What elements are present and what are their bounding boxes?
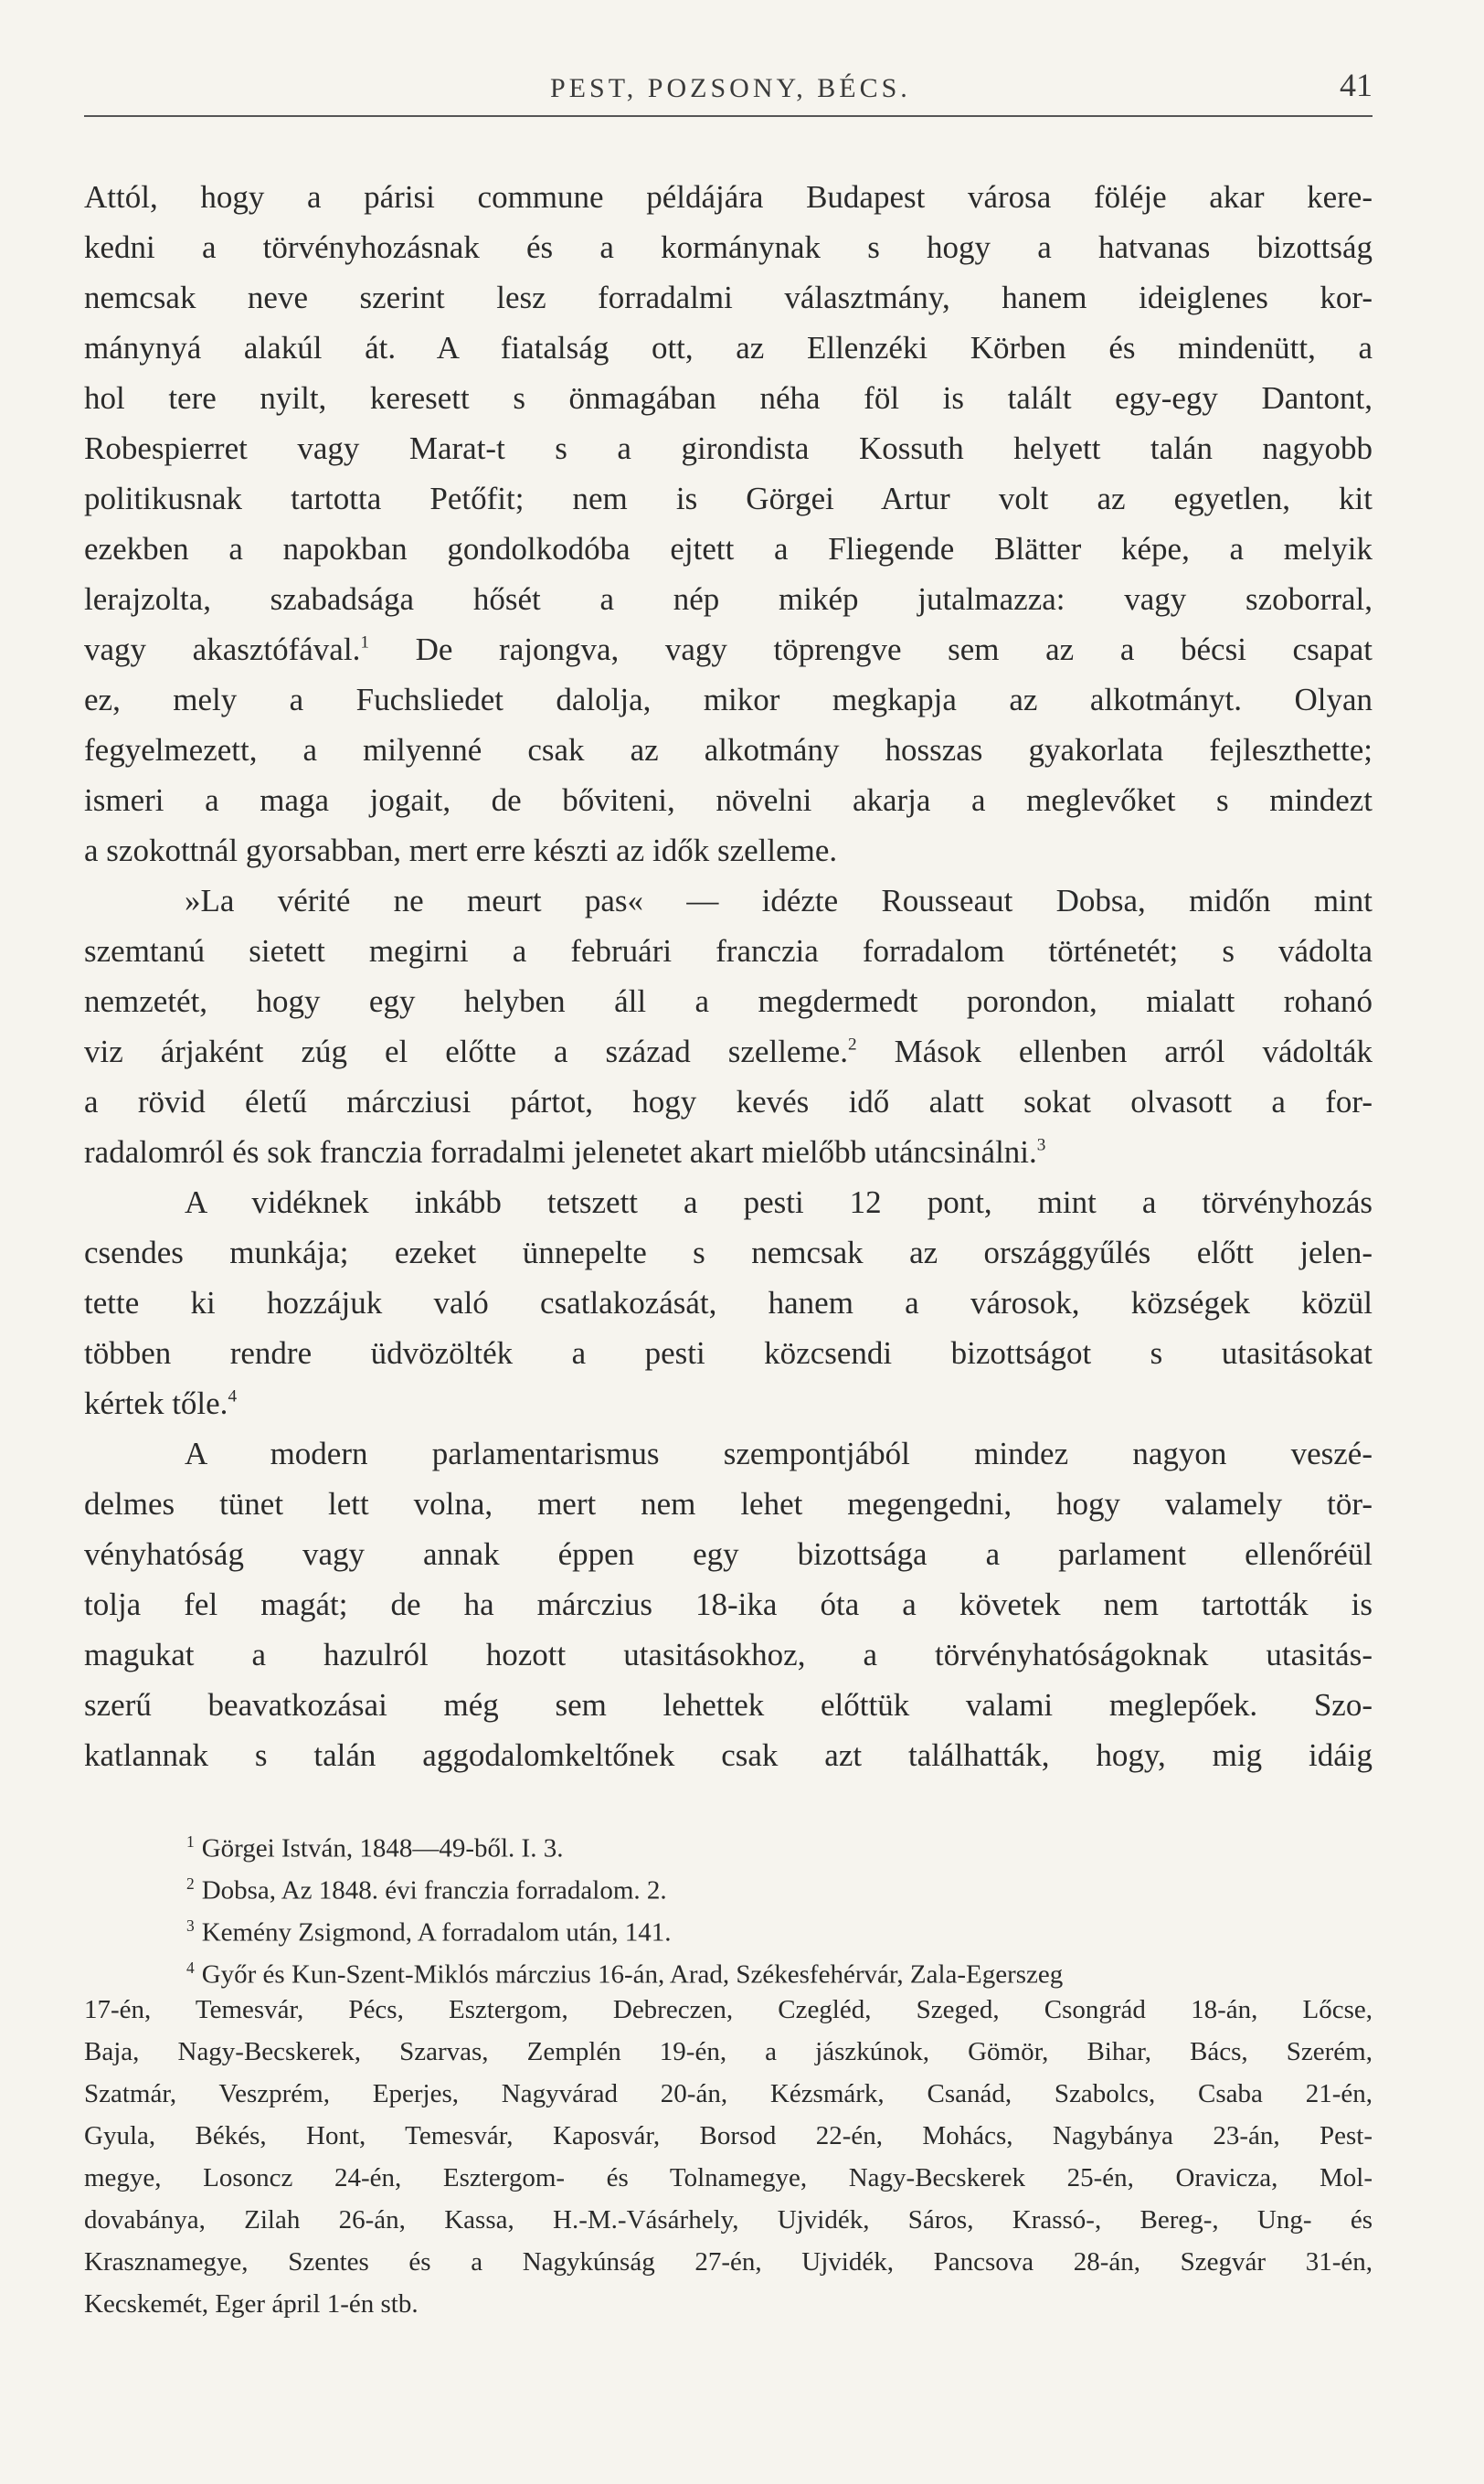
text-line: többen rendre üdvözölték a pesti közcsendi bizottságot s utasitásokat	[84, 1335, 1373, 1371]
page-header	[84, 67, 1373, 119]
footnotes	[84, 1821, 1373, 2325]
header-rule	[84, 115, 1373, 117]
footnote-line: Gyula, Békés, Hont, Temesvár, Kaposvár, Borsod 22-én, Mohács, Nagybánya 23-án, Pest-	[84, 2121, 1373, 2150]
text-line: a rövid életű márcziusi pártot, hogy kevés idő alatt sokat olvasott a for-	[84, 1084, 1373, 1120]
text-line: Robespierret vagy Marat-t s a girondista Kossuth helyett talán nagyobb	[84, 430, 1373, 466]
footnote-reference: 2	[847, 1035, 857, 1055]
footnote-line: Kecskemét, Eger ápril 1-én stb.	[84, 2289, 419, 2319]
text-line: fegyelmezett, a milyenné csak az alkotmány hosszas gyakorlata fejleszthette;	[84, 732, 1373, 768]
footnote-line: $^4$ Győr és Kun-Szent-Miklós márczius 16-án, Arad, Székesfehérvár, Zala-Egerszeg	[186, 1959, 1064, 1990]
text-line: A vidéknek inkább tetszett a pesti 12 pont, mint a törvényhozás	[185, 1184, 1373, 1220]
text-line: kedni a törvényhozásnak és a kormánynak s hogy a hatvanas bizottság	[84, 229, 1373, 265]
footnote-line: megye, Losoncz 24-én, Esztergom- és Tolnamegye, Nagy-Becskerek 25-én, Oravicza, Mol-	[84, 2163, 1373, 2192]
running-head: PEST, POZSONY, BÉCS.	[550, 73, 911, 103]
footnote-line: $^3$ Kemény Zsigmond, A forradalom után, 141.	[186, 1916, 672, 1948]
footnote-line: Krasznamegye, Szentes és a Nagykúnság 27-én, Ujvidék, Pancsova 28-án, Szegvár 31-én,	[84, 2247, 1373, 2277]
footnote-mark: 2	[186, 1874, 195, 1893]
text-line: mánynyá alakúl át. A fiatalság ott, az Ellenzéki Körben és mindenütt, a	[84, 330, 1373, 366]
text-line: radalomról és sok franczia forradalmi jelenetet akart mielőbb utáncsinálni.$^3$	[84, 1134, 1046, 1170]
text-line: vényhatóság vagy annak éppen egy bizottsága a parlament ellenőréül	[84, 1536, 1373, 1572]
text-line: szemtanú sietett megirni a februári franczia forradalom történetét; s vádolta	[84, 933, 1373, 969]
text-line: katlannak s talán aggodalomkeltőnek csak azt találhatták, hogy, mig idáig	[84, 1737, 1373, 1773]
text-line: viz árjaként zúg el előtte a század szelleme.$^2$ Mások ellenben arról vádolták	[84, 1034, 1373, 1069]
footnote-line: dovabánya, Zilah 26-án, Kassa, H.-M.-Vásárhely, Ujvidék, Sáros, Krassó-, Bereg-, Ung- és	[84, 2205, 1373, 2235]
text-line: ez, mely a Fuchsliedet dalolja, mikor megkapja az alkotmányt. Olyan	[84, 682, 1373, 717]
body-text	[84, 172, 1373, 1780]
text-line: A modern parlamentarismus szempontjából mindez nagyon veszé-	[185, 1436, 1373, 1471]
page-number: 41	[1340, 67, 1373, 103]
text-line: nemzetét, hogy egy helyben áll a megdermedt porondon, mialatt rohanó	[84, 983, 1373, 1019]
text-line: ismeri a maga jogait, de bőviteni, növelni akarja a meglevőket s mindezt	[84, 782, 1373, 818]
text-line: nemcsak neve szerint lesz forradalmi választmány, hanem ideiglenes kor-	[84, 280, 1373, 315]
footnote-line: 17-én, Temesvár, Pécs, Esztergom, Debreczen, Czegléd, Szeged, Csongrád 18-án, Lőcse,	[84, 1995, 1373, 2024]
footnote-line: Szatmár, Veszprém, Eperjes, Nagyvárad 20-án, Kézsmárk, Csanád, Szabolcs, Csaba 21-én,	[84, 2079, 1373, 2108]
text-line: a szokottnál gyorsabban, mert erre készti az idők szelleme.	[84, 833, 838, 868]
footnote-reference: 1	[360, 632, 369, 653]
text-line: »La vérité ne meurt pas« — idézte Rousseaut Dobsa, midőn mint	[185, 883, 1373, 918]
text-line: tolja fel magát; de ha márczius 18-ika óta a követek nem tartották is	[84, 1587, 1373, 1622]
text-line: vagy akasztófával.$^1$ De rajongva, vagy töprengve sem az a bécsi csapat	[84, 632, 1373, 667]
text-line: csendes munkája; ezeket ünnepelte s nemcsak az országgyűlés előtt jelen-	[84, 1235, 1373, 1270]
text-line: politikusnak tartotta Petőfit; nem is Görgei Artur volt az egyetlen, kit	[84, 481, 1373, 516]
footnote-mark: 3	[186, 1916, 195, 1935]
text-line: magukat a hazulról hozott utasitásokhoz, a törvényhatóságoknak utasitás-	[84, 1637, 1373, 1672]
footnote-line: Baja, Nagy-Becskerek, Szarvas, Zemplén 19-én, a jászkúnok, Gömör, Bihar, Bács, Szerém,	[84, 2037, 1373, 2066]
text-line: szerű beavatkozásai még sem lehettek előttük valami meglepőek. Szo-	[84, 1687, 1373, 1723]
footnote-mark: 4	[186, 1959, 195, 1977]
text-line: ezekben a napokban gondolkodóba ejtett a Fliegende Blätter képe, a melyik	[84, 531, 1373, 567]
footnote-mark: 1	[186, 1832, 195, 1851]
text-line: Attól, hogy a párisi commune példájára Budapest városa föléje akar kere-	[84, 179, 1373, 215]
text-line: tette ki hozzájuk való csatlakozását, hanem a városok, községek közül	[84, 1285, 1373, 1321]
text-line: lerajzolta, szabadsága hősét a nép mikép jutalmazza: vagy szoborral,	[84, 581, 1373, 617]
footnote-line: $^2$ Dobsa, Az 1848. évi franczia forradalom. 2.	[186, 1874, 667, 1905]
footnote-reference: 4	[228, 1386, 238, 1407]
footnote-reference: 3	[1036, 1135, 1046, 1155]
text-line: kértek tőle.$^4$	[84, 1385, 238, 1421]
text-line: delmes tünet lett volna, mert nem lehet megengedni, hogy valamely tör-	[84, 1486, 1373, 1522]
footnote-line: $^1$ Görgei István, 1848—49-ből. I. 3.	[186, 1832, 564, 1863]
text-line: hol tere nyilt, keresett s önmagában néha föl is talált egy-egy Dantont,	[84, 380, 1373, 416]
